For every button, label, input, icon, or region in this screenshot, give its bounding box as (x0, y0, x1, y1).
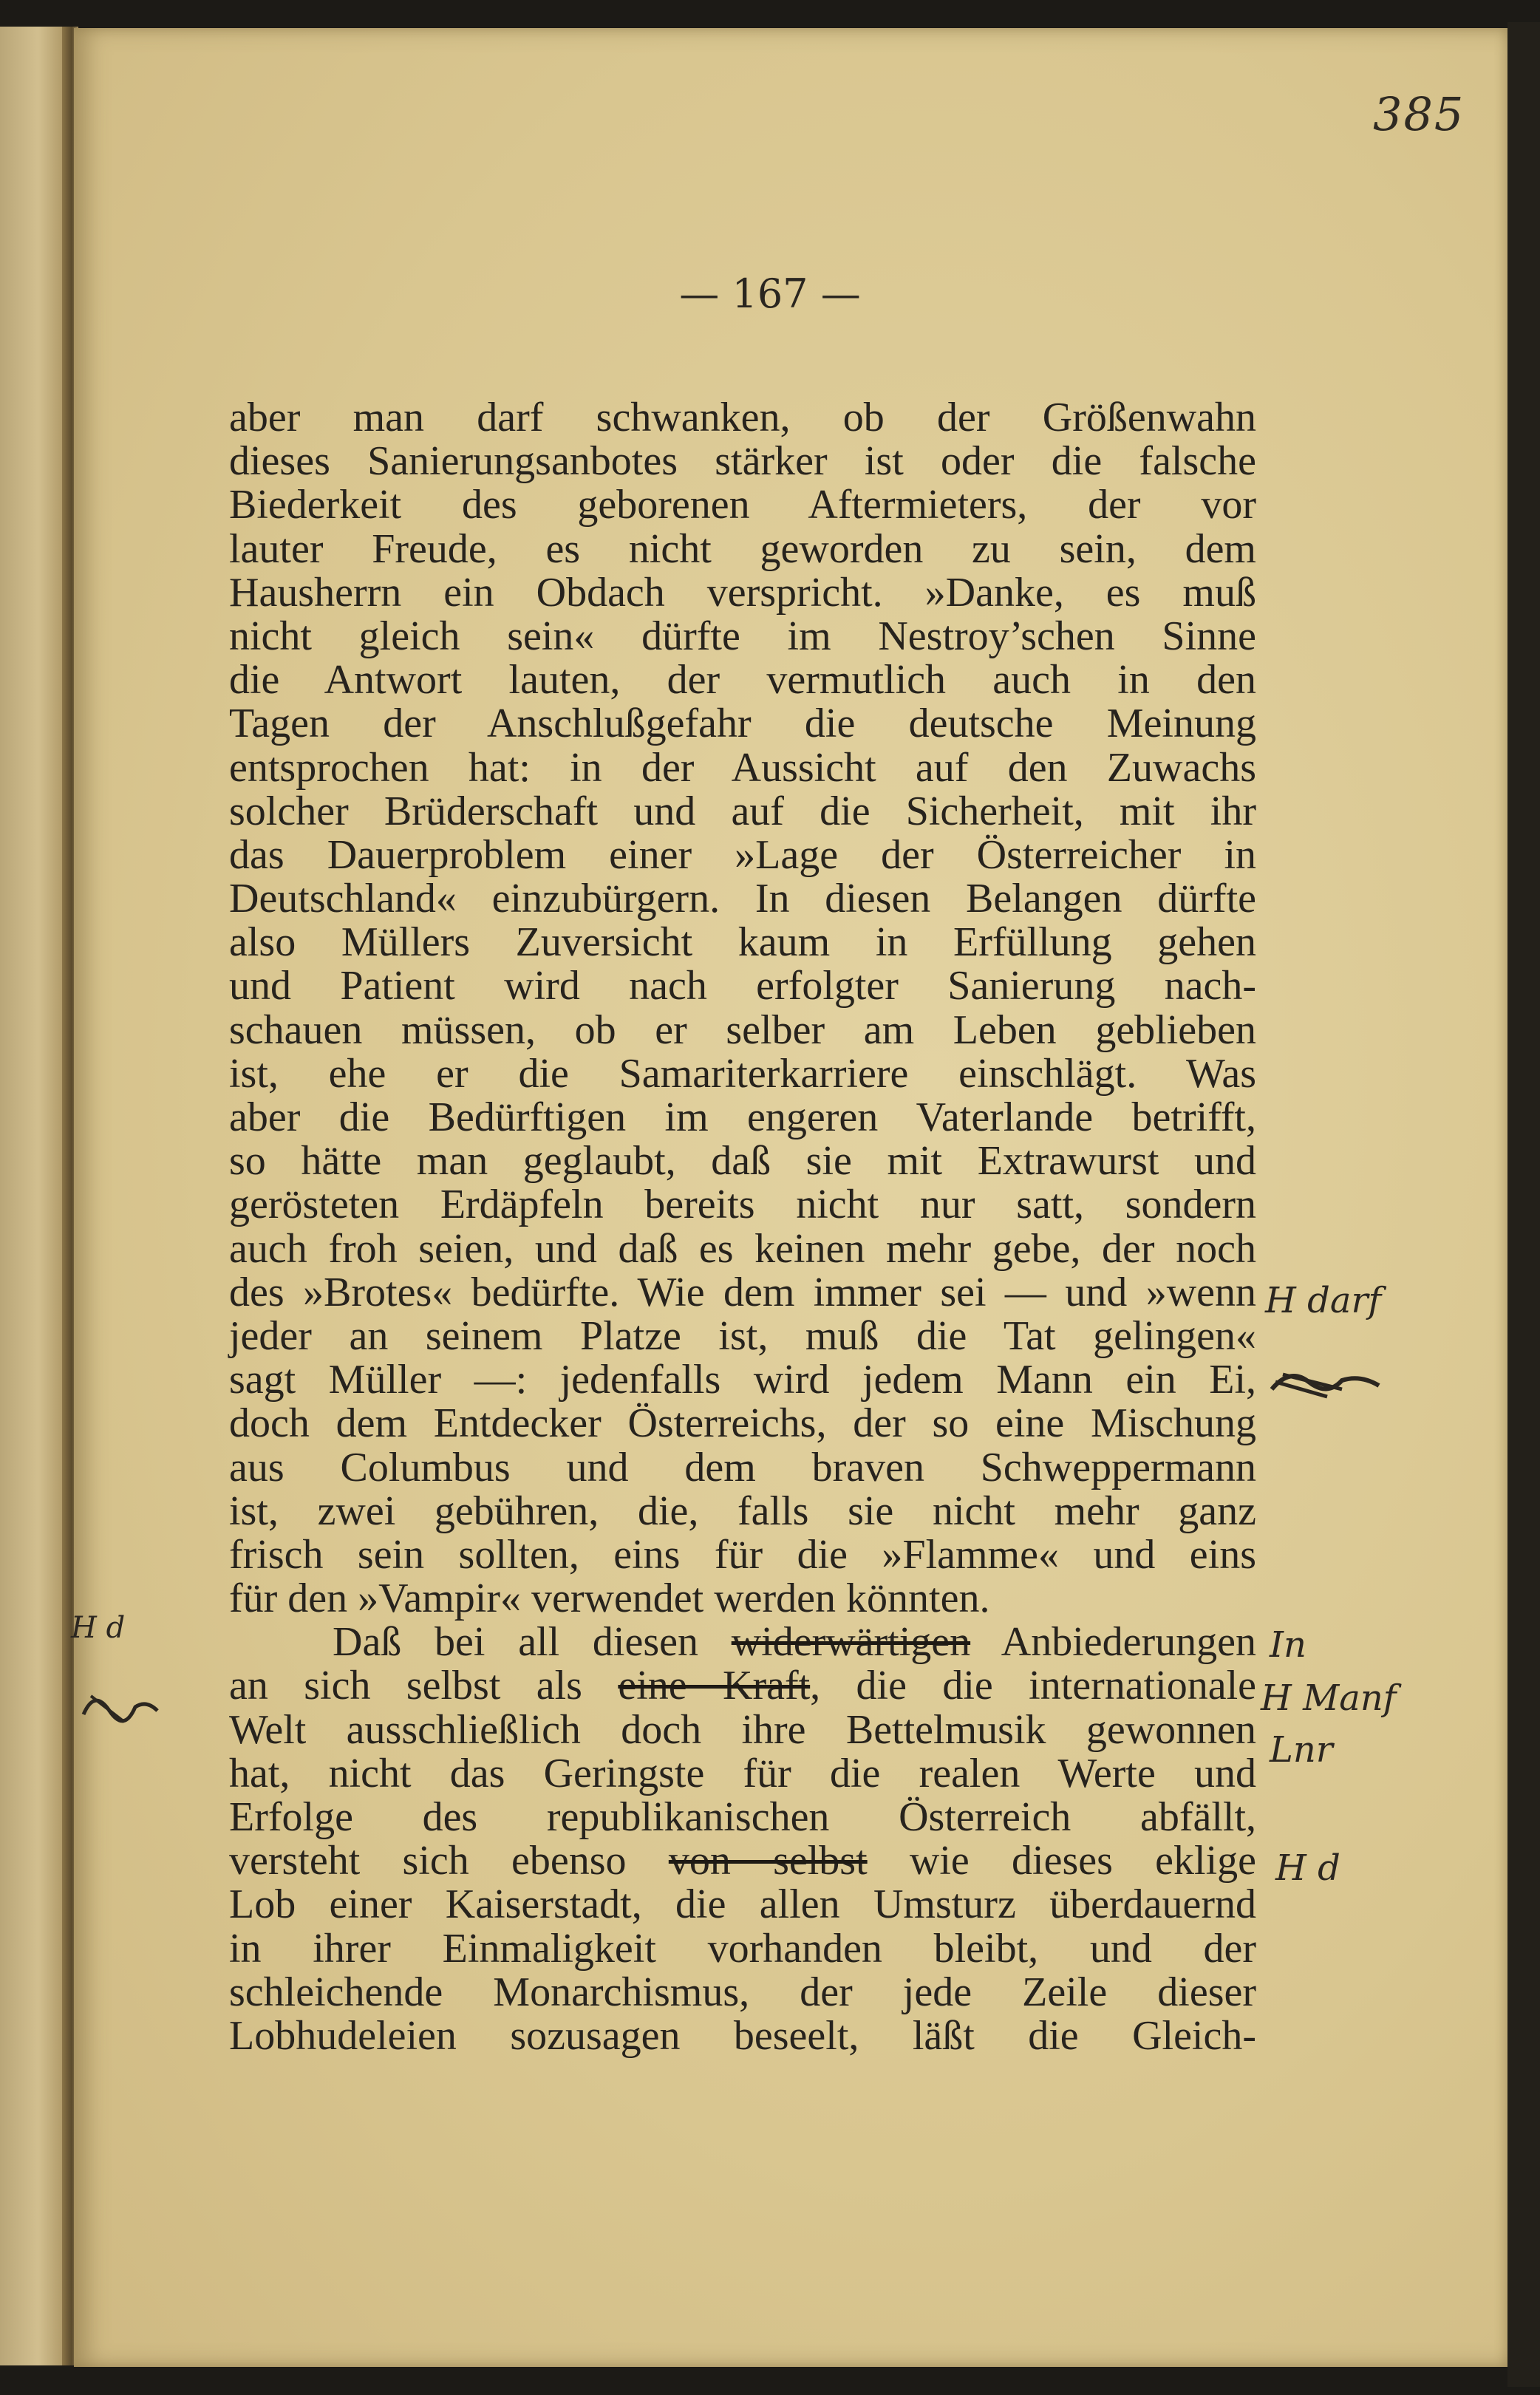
printed-page-number: — 167 — (679, 270, 861, 317)
text-line-with-deletion: Daß bei all diesen widerwärtigen Anbiederungen (333, 1619, 1257, 1666)
text-line: Lob einer Kaiserstadt, die allen Umsturz überdauernd (229, 1881, 1256, 1928)
text-line: Hausherrn ein Obdach verspricht. »Danke, es muß (229, 569, 1256, 616)
text-line: auch froh seien, und daß es keinen mehr gebe, der noch (229, 1225, 1256, 1272)
text-line: ist, zwei gebühren, die, falls sie nicht mehr ganz (229, 1488, 1256, 1534)
text-line: Deutschland« einzubürgern. In diesen Belangen dürfte (229, 876, 1256, 922)
deleted-word: eine Kraft (618, 1663, 811, 1709)
margin-scribble (1268, 1360, 1386, 1411)
text-line: aber man darf schwanken, ob der Größenwahn (229, 395, 1256, 440)
scribble-mark (80, 1677, 161, 1729)
text-line: nicht gleich sein« dürfte im Nestroy’schen Sinne (229, 613, 1256, 659)
text-line: solcher Brüderschaft und auf die Sicherheit, mit ihr (229, 788, 1256, 834)
text-line: dieses Sanierungsanbotes stärker ist oder die falsche (229, 438, 1256, 485)
text-line-with-deletion: an sich selbst als eine Kraft, die die internationale (229, 1663, 1257, 1709)
text-line: schleichende Monarchismus, der jede Zeile dieser (229, 1969, 1256, 2015)
text-line: frisch sein sollten, eins für die »Flamme« und eins (229, 1531, 1256, 1578)
margin-note: Lnr (1270, 1729, 1333, 1771)
text-line: hat, nicht das Geringste für die realen Werte und (229, 1750, 1256, 1796)
text-line: lauter Freude, es nicht geworden zu sein, dem (229, 525, 1256, 572)
text-line: Biederkeit des geborenen Aftermieters, der vor (229, 482, 1256, 528)
facing-page-edge (0, 27, 69, 2365)
text-line: ist, ehe er die Samariterkarriere einschlägt. Was (229, 1050, 1256, 1097)
text-line: in ihrer Einmaligkeit vorhanden bleibt, und der (229, 1925, 1256, 1972)
handwritten-folio-number: 385 (1373, 87, 1465, 141)
text-line: sagt Müller —: jedenfalls wird jedem Mann ein Ei, (229, 1357, 1256, 1403)
deleted-word: von selbst (668, 1838, 868, 1884)
text-line: entsprochen hat: in der Aussicht auf den Zuwachs (229, 744, 1256, 791)
text-line: schauen müssen, ob er selber am Leben geblieben (229, 1006, 1256, 1053)
text-line: Erfolge des republikanischen Österreich abfällt, (229, 1794, 1256, 1840)
text-line: Welt ausschließlich doch ihre Bettelmusik gewonnen (229, 1706, 1256, 1753)
text-line: Lobhudeleien sozusagen beseelt, läßt die Gleich- (229, 2012, 1256, 2059)
deleted-word: widerwärtigen (731, 1619, 971, 1666)
margin-scribble (80, 1677, 161, 1737)
text-line: die Antwort lauten, der vermutlich auch in den (229, 657, 1256, 703)
scan-border (1507, 22, 1540, 2387)
margin-note: H darf (1265, 1280, 1382, 1321)
text-line: aber die Bedürftigen im engeren Vaterlande betrifft, (229, 1094, 1256, 1140)
margin-note: In (1270, 1624, 1306, 1666)
text-line: für den »Vampir« verwendet werden könnten. (229, 1575, 990, 1622)
text-line: und Patient wird nach erfolgter Sanierung nach- (229, 963, 1256, 1009)
text-line-with-deletion: versteht sich ebenso von selbst wie dieses eklige (229, 1838, 1257, 1884)
text-line: das Dauerproblem einer »Lage der Österreicher in (229, 831, 1256, 878)
text-line: jeder an seinem Platze ist, muß die Tat gelingen« (229, 1312, 1256, 1359)
text-line: gerösteten Erdäpfeln bereits nicht nur satt, sondern (229, 1182, 1256, 1228)
margin-note: H d (71, 1611, 126, 1645)
text-line: des »Brotes« bedürfte. Wie dem immer sei — und »wenn (229, 1269, 1256, 1315)
margin-note: H d (1275, 1847, 1340, 1889)
margin-note: H Manf (1261, 1677, 1397, 1719)
text-line: so hätte man geglaubt, daß sie mit Extrawurst und (229, 1138, 1256, 1185)
text-line: doch dem Entdecker Österreichs, der so eine Mischung (229, 1400, 1256, 1447)
body-text (229, 396, 1256, 2058)
scribble-mark (1268, 1360, 1386, 1404)
text-line: Tagen der Anschlußgefahr die deutsche Meinung (229, 701, 1256, 747)
text-line: also Müllers Zuversicht kaum in Erfüllung gehen (229, 919, 1256, 966)
text-line: aus Columbus und dem braven Schweppermann (229, 1444, 1256, 1491)
